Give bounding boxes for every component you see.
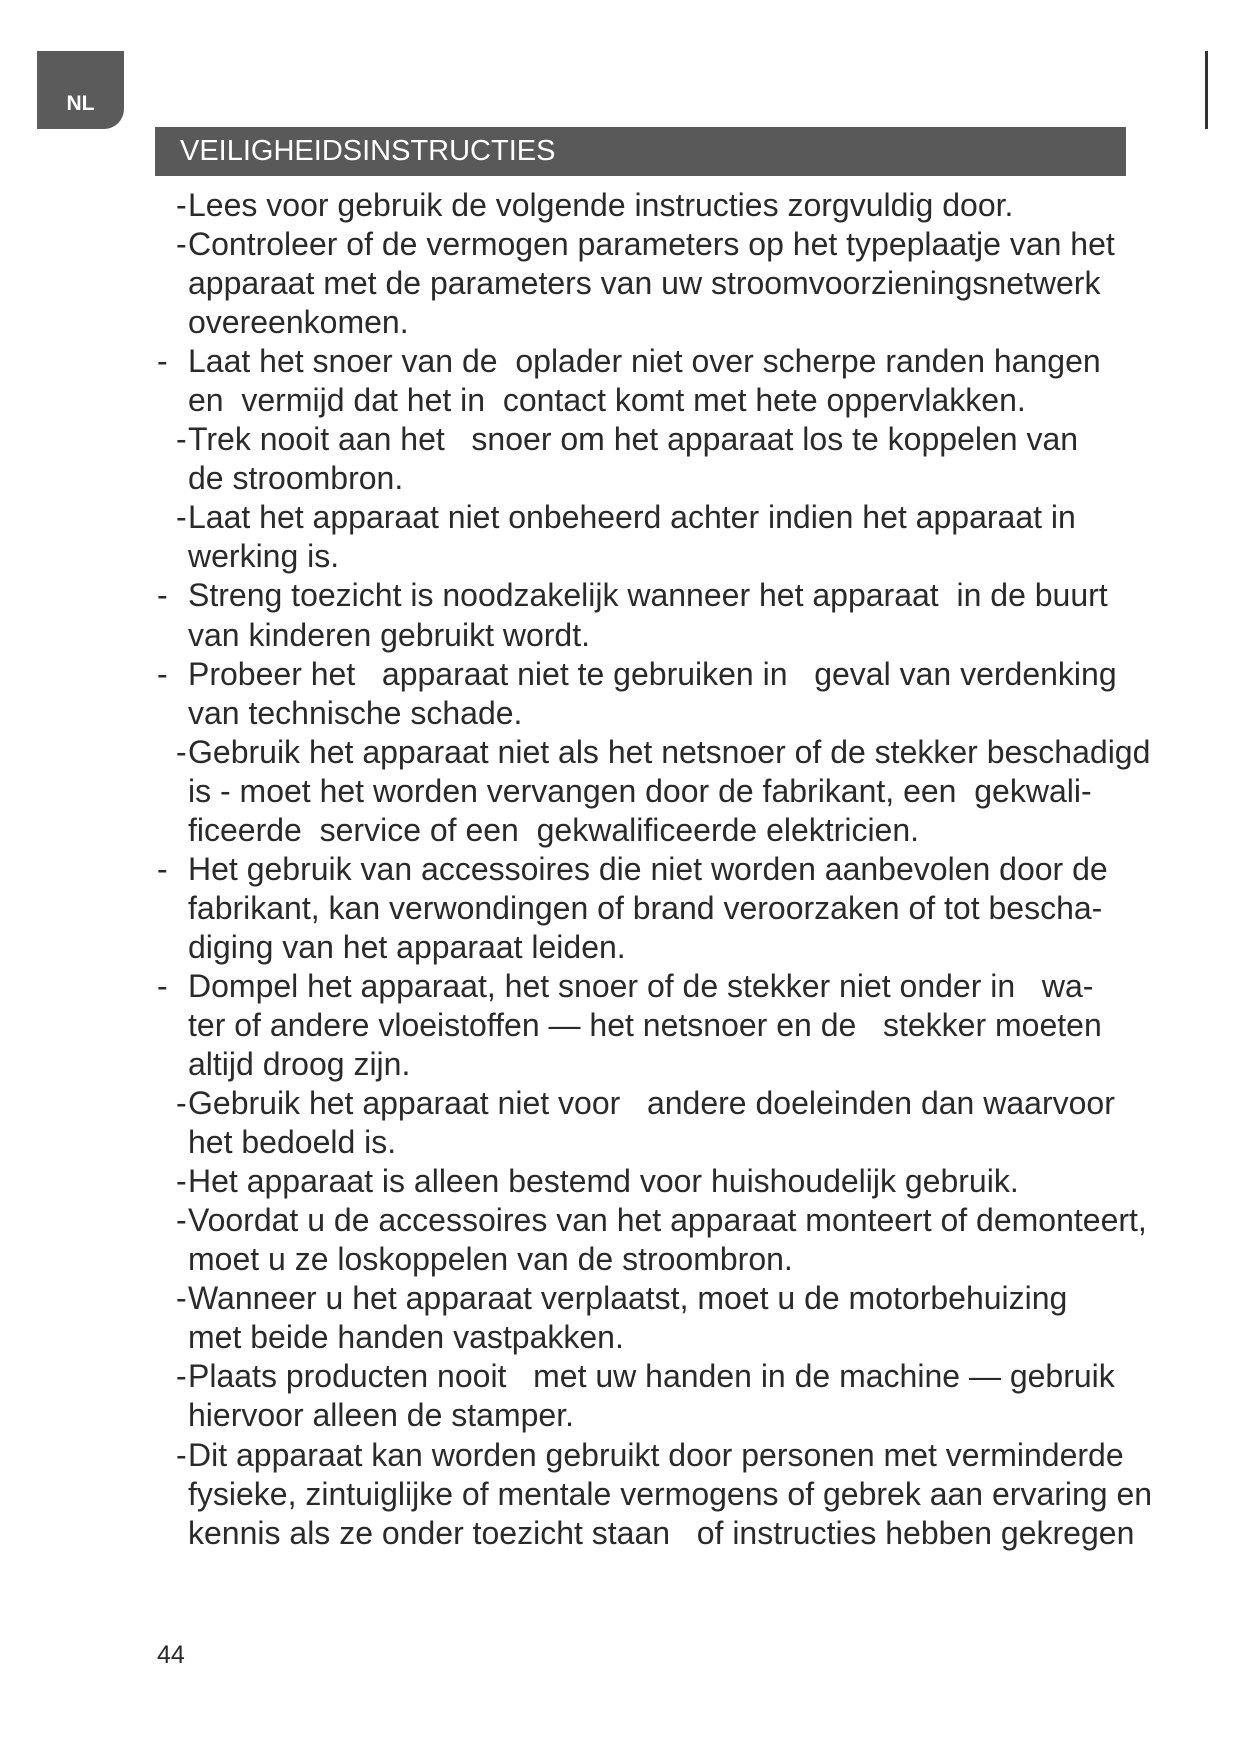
- bullet-dash: -: [157, 967, 168, 1004]
- instruction-text: Dompel het apparaat, het snoer of de stekker niet onder in wa-: [188, 967, 1094, 1004]
- instruction-line: [0, 1201, 1241, 1240]
- instruction-text: ter of andere vloeistoffen — het netsnoer en de stekker moeten: [188, 1006, 1102, 1043]
- instruction-text: hiervoor alleen de stamper.: [188, 1397, 574, 1434]
- instruction-text: diging van het apparaat leiden.: [188, 928, 626, 965]
- instruction-line: [0, 1162, 1241, 1201]
- instruction-text: Streng toezicht is noodzakelijk wanneer het apparaat in de buurt: [188, 577, 1108, 614]
- instruction-line: [0, 381, 1241, 420]
- instruction-line: [0, 1357, 1241, 1396]
- section-header: [155, 127, 1126, 176]
- instruction-line: [0, 537, 1241, 576]
- instruction-line: [0, 1514, 1241, 1553]
- instruction-text: fysieke, zintuiglijke of mentale vermogens of gebrek aan ervaring en: [188, 1475, 1153, 1512]
- instruction-text: ficeerde service of een gekwalificeerde elektricien.: [188, 811, 920, 848]
- bullet-dash: -: [176, 1280, 187, 1317]
- instruction-line: [0, 772, 1241, 811]
- instruction-item: [0, 1436, 1241, 1553]
- instruction-line: [0, 1475, 1241, 1514]
- instruction-item: [0, 655, 1241, 733]
- language-tab-label: NL: [66, 92, 95, 115]
- instruction-line: [0, 459, 1241, 498]
- instruction-text: het bedoeld is.: [188, 1124, 397, 1161]
- instruction-line: [0, 1396, 1241, 1435]
- instruction-line: [0, 264, 1241, 303]
- instruction-line: [0, 1123, 1241, 1162]
- instruction-line: [0, 850, 1241, 889]
- instruction-item: [0, 1201, 1241, 1279]
- instruction-list: [0, 186, 1241, 1553]
- instruction-text: apparaat met de parameters van uw stroomvoorzieningsnetwerk: [188, 265, 1101, 302]
- instruction-text: Voordat u de accessoires van het apparaat monteert of demonteert,: [188, 1202, 1147, 1239]
- instruction-text: Gebruik het apparaat niet voor andere doeleinden dan waarvoor: [188, 1085, 1115, 1122]
- instruction-line: [0, 1045, 1241, 1084]
- instruction-text: de stroombron.: [188, 460, 404, 497]
- bullet-dash: -: [176, 1163, 187, 1200]
- bullet-dash: -: [176, 1358, 187, 1395]
- instruction-item: [0, 186, 1241, 225]
- bullet-dash: -: [176, 226, 187, 263]
- instruction-line: [0, 889, 1241, 928]
- instruction-text: Probeer het apparaat niet te gebruiken in geval van verdenking: [188, 655, 1117, 692]
- instruction-line: [0, 420, 1241, 459]
- instruction-text: is - moet het worden vervangen door de fabrikant, een gekwali-: [188, 772, 1092, 809]
- instruction-text: altijd droog zijn.: [188, 1046, 411, 1083]
- instruction-line: [0, 1318, 1241, 1357]
- instruction-line: [0, 225, 1241, 264]
- instruction-item: [0, 967, 1241, 1084]
- instruction-line: [0, 186, 1241, 225]
- instruction-line: [0, 967, 1241, 1006]
- instruction-text: Dit apparaat kan worden gebruikt door personen met verminderde: [188, 1436, 1124, 1473]
- bullet-dash: -: [157, 655, 168, 692]
- instruction-line: [0, 1436, 1241, 1475]
- instruction-line: [0, 655, 1241, 694]
- language-tab: [37, 51, 124, 129]
- instruction-text: Laat het snoer van de oplader niet over scherpe randen hangen: [188, 343, 1101, 380]
- instruction-text: van kinderen gebruikt wordt.: [188, 616, 590, 653]
- instruction-item: [0, 498, 1241, 576]
- instruction-item: [0, 1084, 1241, 1162]
- bullet-dash: -: [176, 1085, 187, 1122]
- instruction-line: [0, 616, 1241, 655]
- instruction-line: [0, 498, 1241, 537]
- instruction-text: Lees voor gebruik de volgende instructies zorgvuldig door.: [188, 187, 1014, 223]
- instruction-item: [0, 342, 1241, 420]
- instruction-line: [0, 928, 1241, 967]
- page-edge-rule: [1205, 51, 1208, 129]
- bullet-dash: -: [176, 1436, 187, 1473]
- instruction-item: [0, 576, 1241, 654]
- instruction-text: moet u ze loskoppelen van de stroombron.: [188, 1241, 793, 1278]
- instruction-item: [0, 420, 1241, 498]
- instruction-text: van technische schade.: [188, 694, 523, 731]
- instruction-text: Plaats producten nooit met uw handen in de machine — gebruik: [188, 1358, 1115, 1395]
- instruction-line: [0, 1084, 1241, 1123]
- instruction-text: Wanneer u het apparaat verplaatst, moet u de motorbehuizing: [188, 1280, 1068, 1317]
- bullet-dash: -: [157, 577, 168, 614]
- bullet-dash: -: [176, 499, 187, 536]
- instruction-text: en vermijd dat het in contact komt met hete oppervlakken.: [188, 382, 1026, 419]
- instruction-line: [0, 733, 1241, 772]
- bullet-dash: -: [176, 421, 187, 458]
- instruction-text: Het apparaat is alleen bestemd voor huishoudelijk gebruik.: [188, 1163, 1019, 1200]
- instruction-line: [0, 1006, 1241, 1045]
- instruction-text: werking is.: [188, 538, 340, 575]
- instruction-line: [0, 303, 1241, 342]
- instruction-text: Controleer of de vermogen parameters op het typeplaatje van het: [188, 226, 1115, 263]
- bullet-dash: -: [176, 733, 187, 770]
- instruction-line: [0, 1240, 1241, 1279]
- instruction-text: met beide handen vastpakken.: [188, 1319, 624, 1356]
- instruction-text: overeenkomen.: [188, 304, 409, 341]
- instruction-item: [0, 1357, 1241, 1435]
- instruction-line: [0, 342, 1241, 381]
- page-number: 44: [157, 1641, 185, 1669]
- instruction-text: kennis als ze onder toezicht staan of instructies hebben gekregen: [188, 1514, 1135, 1551]
- bullet-dash: -: [176, 187, 187, 223]
- instruction-item: [0, 733, 1241, 850]
- bullet-dash: -: [176, 1202, 187, 1239]
- instruction-line: [0, 811, 1241, 850]
- bullet-dash: -: [157, 850, 168, 887]
- instruction-text: Laat het apparaat niet onbeheerd achter indien het apparaat in: [188, 499, 1076, 536]
- instruction-item: [0, 850, 1241, 967]
- instruction-line: [0, 576, 1241, 615]
- instruction-line: [0, 694, 1241, 733]
- instruction-line: [0, 1279, 1241, 1318]
- instruction-text: fabrikant, kan verwondingen of brand veroorzaken of tot bescha-: [188, 889, 1103, 926]
- instruction-text: Gebruik het apparaat niet als het netsnoer of de stekker beschadigd: [188, 733, 1151, 770]
- instruction-item: [0, 1279, 1241, 1357]
- instruction-text: Het gebruik van accessoires die niet worden aanbevolen door de: [188, 850, 1108, 887]
- instruction-item: [0, 225, 1241, 342]
- section-title: VEILIGHEIDSINSTRUCTIES: [180, 135, 556, 167]
- instruction-item: [0, 1162, 1241, 1201]
- instruction-text: Trek nooit aan het snoer om het apparaat los te koppelen van: [188, 421, 1079, 458]
- bullet-dash: -: [157, 343, 168, 380]
